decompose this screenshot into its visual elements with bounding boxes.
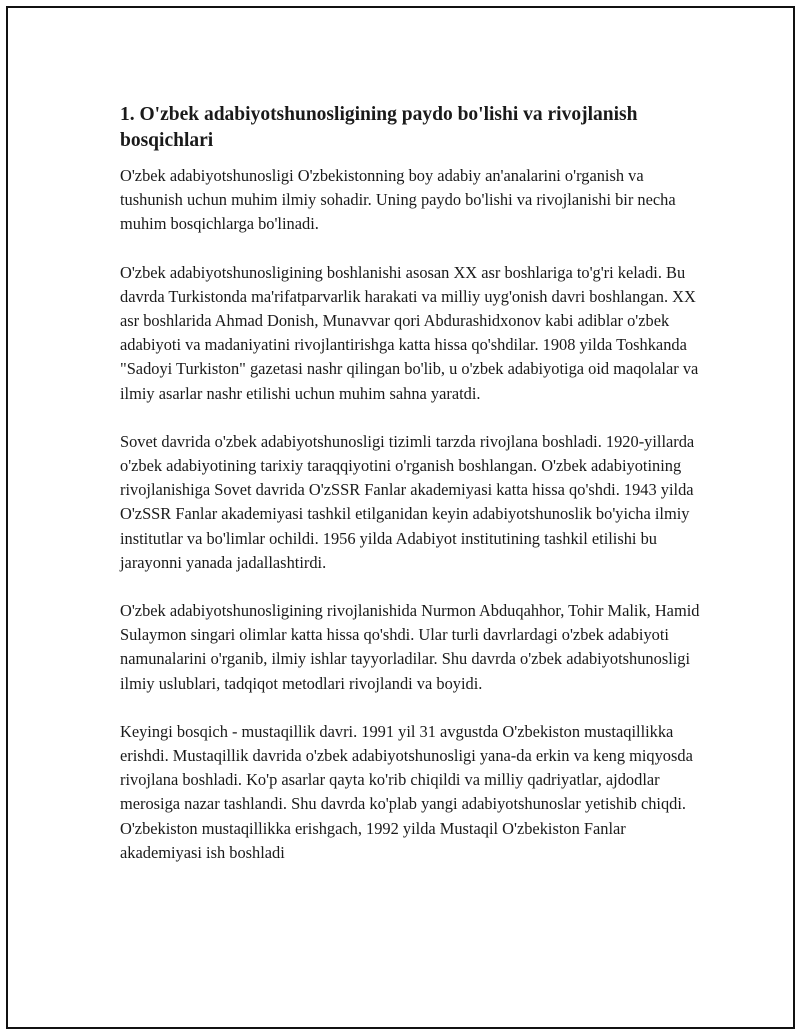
page-frame [6, 6, 795, 1029]
section-heading: 1. O'zbek adabiyotshunosligining paydo bo'lishi va rivojlanish bosqichlari [120, 104, 638, 151]
paragraph-early-period: O'zbek adabiyotshunosligining boshlanishi asosan XX asr boshlariga to'g'ri keladi. Bu davrda Turkistonda ma'rifatparvarlik harakati va milliy uyg'onish davri boshlangan. XX asr boshlarida Ahmad Donish, Munavvar qori Abdurashidxonov kabi adiblar o'zbek adabiyoti va madaniyatini rivojlantirishga katta hissa qo'shdilar. 1908 yilda Toshkanda "Sadoyi Turkiston" gazetasi nashr qilingan bo'lib, u o'zbek adabiyotiga oid maqolalar va ilmiy asarlar nashr etilishi uchun muhim sahna yaratdi. [120, 262, 699, 403]
document-body [120, 102, 700, 889]
paragraph-soviet-period: Sovet davrida o'zbek adabiyotshunosligi tizimli tarzda rivojlana boshladi. 1920-yillarda o'zbek adabiyotining tarixiy taraqqiyotini o'rganish boshlangan. O'zbek adabiyotining rivojlanishiga Sovet davrida O'zSSR Fanlar akademiyasi katta hissa qo'shdi. 1943 yilda O'zSSR Fanlar akademiyasi tashkil etilganidan keyin adabiyotshunoslik bo'yicha ilmiy institutlar va bo'limlar ochildi. 1956 yilda Adabiyot institutining tashkil etilishi bu jarayonni yanada jadallashtirdi. [120, 431, 695, 572]
paragraph-intro: O'zbek adabiyotshunosligi O'zbekistonning boy adabiy an'analarini o'rganish va tushunish uchun muhim ilmiy sohadir. Uning paydo bo'lishi va rivojlanishi bir necha muhim bosqichlarga bo'linadi. [120, 166, 676, 234]
paragraph-scholars: O'zbek adabiyotshunosligining rivojlanishida Nurmon Abduqahhor, Tohir Malik, Hamid Sulaymon singari olimlar katta hissa qo'shdi. Ular turli davrlardagi o'zbek adabiyoti namunalarini o'rganib, ilmiy ishlar tayyorladilar. Shu davrda o'zbek adabiyotshunosligi ilmiy uslublari, tadqiqot metodlari rivojlandi va boyidi. [120, 601, 700, 693]
paragraph-independence-period: Keyingi bosqich - mustaqillik davri. 1991 yil 31 avgustda O'zbekiston mustaqillikka erishdi. Mustaqillik davrida o'zbek adabiyotshunosligi yana-da erkin va keng miqyosda rivojlana boshladi. Ko'p asarlar qayta ko'rib chiqildi va milliy qadriyatlar, ajdodlar merosiga nazar tashlandi. Shu davrda ko'plab yangi adabiyotshunoslar yetishib chiqdi. O'zbekiston mustaqillikka erishgach, 1992 yilda Mustaqil O'zbekiston Fanlar akademiyasi ish boshladi [120, 721, 693, 862]
